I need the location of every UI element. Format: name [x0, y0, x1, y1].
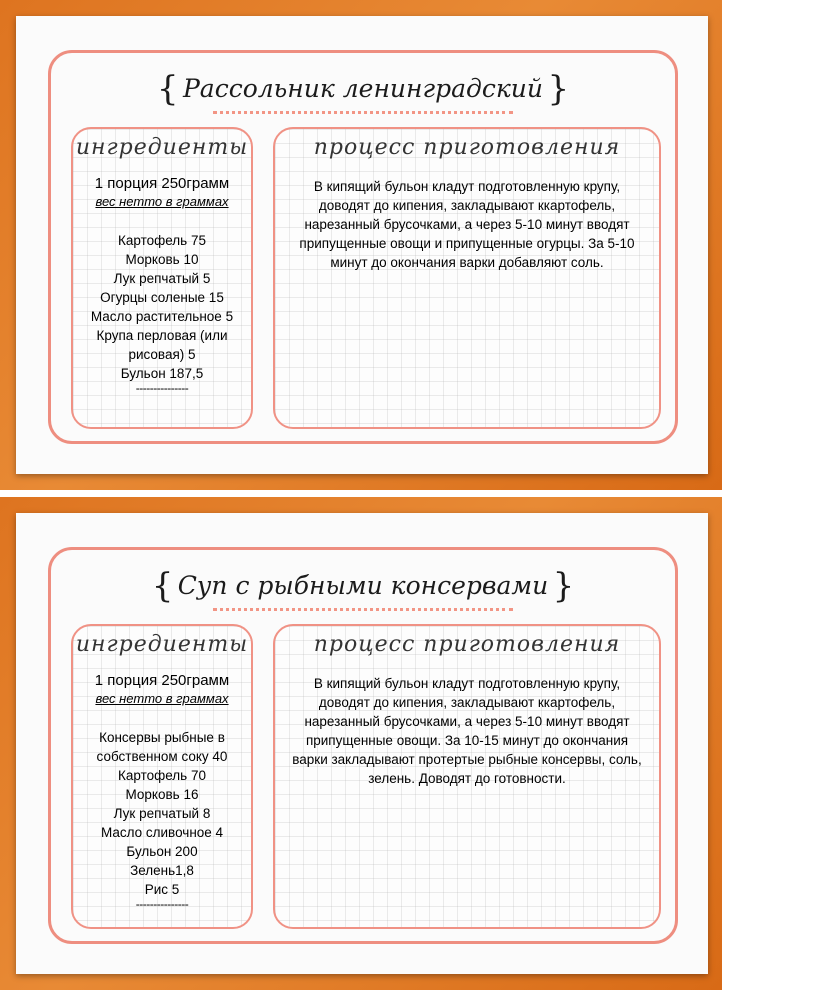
- ingredient-item: Консервы рыбные в собственном соку 40: [96, 730, 228, 764]
- portion-size: 1 порция 250грамм: [94, 175, 230, 192]
- list-end-dashes: ---------------: [135, 897, 189, 911]
- recipe-title: Суп с рыбными консервами: [177, 571, 549, 600]
- ingredient-item: Морковь 16: [125, 787, 199, 802]
- ingredient-item: Масло сливочное 4: [100, 825, 224, 840]
- net-weight-label: вес нетто в граммах: [95, 194, 229, 209]
- recipe-card-1: [16, 16, 708, 474]
- recipe-board-2: [0, 497, 722, 990]
- process-panel: [273, 127, 661, 429]
- ingredients-panel: [71, 624, 253, 929]
- ingredient-item: Масло растительное 5: [90, 309, 234, 324]
- title-dotted-divider: [213, 608, 513, 611]
- ingredient-item: Рис 5: [144, 882, 180, 897]
- ingredient-item: Лук репчатый 5: [113, 271, 211, 286]
- process-heading: процесс приготовления: [313, 632, 621, 657]
- recipe-title-block: [51, 566, 675, 606]
- list-end-dashes: ---------------: [135, 381, 189, 395]
- process-text: В кипящий бульон кладут подготовленную крупу, доводят до кипения, закладывают ккартофель, нарезанный брусочками, а через 5-10 минут вводят припущенные овощи. За 10-15 минут до окончания варки закладывают протертые рыбные консервы, соль, зелень. Доводят до готовности.: [292, 676, 642, 786]
- left-brace-ornament: {: [151, 566, 174, 606]
- net-weight-label: вес нетто в граммах: [95, 691, 229, 706]
- ingredient-item: Бульон 187,5: [120, 366, 204, 381]
- ingredient-item: Зелень1,8: [130, 863, 194, 878]
- card-frame: [48, 50, 678, 444]
- right-brace-ornament: }: [547, 69, 570, 109]
- ingredient-item: Картофель 75: [118, 233, 206, 248]
- process-panel: [273, 624, 661, 929]
- ingredient-item: Морковь 10: [125, 252, 199, 267]
- recipe-card-2: [16, 513, 708, 974]
- ingredient-item: Бульон 200: [126, 844, 198, 859]
- recipe-title-block: [51, 69, 675, 109]
- left-brace-ornament: {: [156, 69, 179, 109]
- title-dotted-divider: [213, 111, 513, 114]
- portion-size: 1 порция 250грамм: [94, 672, 230, 689]
- ingredient-list: [73, 231, 251, 383]
- right-brace-ornament: }: [552, 566, 575, 606]
- ingredients-heading: ингредиенты: [75, 632, 249, 657]
- ingredient-list: [73, 728, 251, 899]
- card-frame: [48, 547, 678, 944]
- process-heading: процесс приготовления: [313, 135, 621, 160]
- ingredient-item: Картофель 70: [118, 768, 206, 783]
- ingredients-panel: [71, 127, 253, 429]
- recipe-title: Рассольник ленинградский: [182, 74, 544, 103]
- ingredient-item: Лук репчатый 8: [113, 806, 211, 821]
- recipe-board-1: [0, 0, 722, 490]
- ingredient-item: Огурцы соленые 15: [100, 290, 224, 305]
- ingredients-heading: ингредиенты: [75, 135, 249, 160]
- ingredient-item: Крупа перловая (или рисовая) 5: [96, 328, 228, 362]
- process-text: В кипящий бульон кладут подготовленную крупу, доводят до кипения, закладывают ккартофель, нарезанный брусочками, а через 5-10 минут вводят припущенные овощи и припущенные огурцы. За 5-10 минут до окончания варки добавляют соль.: [299, 179, 635, 270]
